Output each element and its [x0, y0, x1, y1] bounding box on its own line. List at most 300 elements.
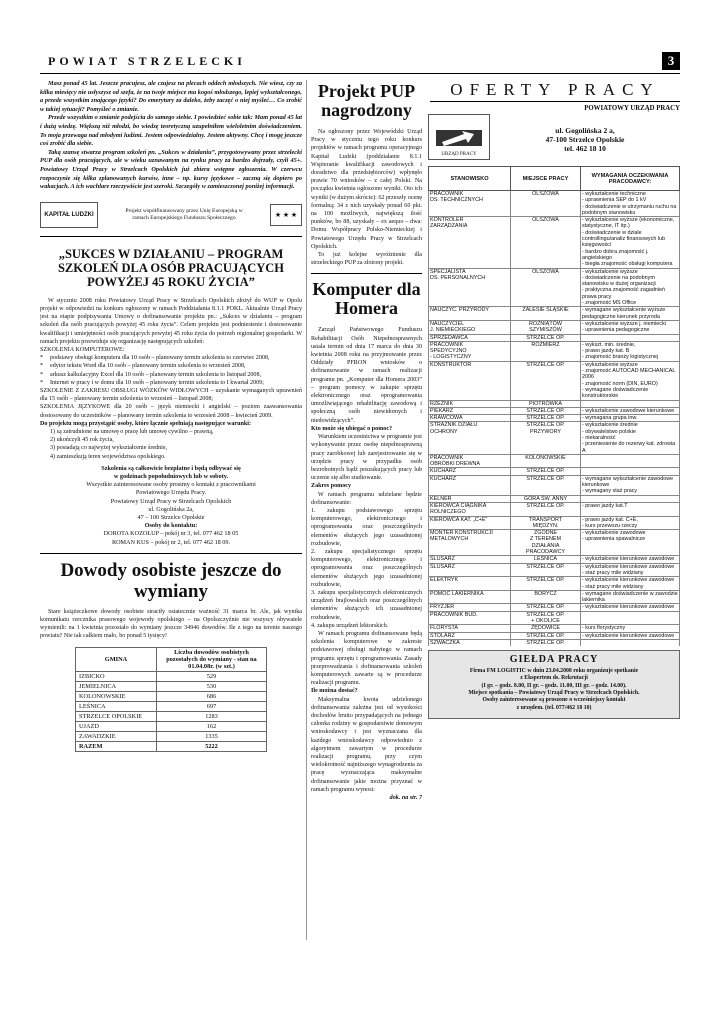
- workplace-cell-line: TRANSPORT: [528, 516, 563, 523]
- position-cell: [429, 611, 511, 625]
- requirements-cell-line: - uprawnienia spawalnicze: [582, 536, 678, 542]
- requirements-cell: [581, 625, 680, 632]
- workplace-cell-line: ROZMIERZ: [531, 341, 560, 348]
- address-line: ul. Gogolińska 2 a,: [555, 126, 615, 135]
- workplace-cell: [511, 495, 581, 502]
- requirements-cell-line: - wykształcenie wyższe: [582, 269, 678, 275]
- office-name: POWIATOWY URZĄD PRACY: [584, 105, 680, 112]
- requirements-cell: [581, 400, 680, 407]
- requirements-cell-line: - wykształcenie zawodowe kierunkowe: [582, 408, 678, 414]
- table-row: [429, 217, 680, 268]
- table-row: [429, 454, 680, 468]
- table-row: [429, 341, 680, 361]
- table-row: [76, 691, 267, 701]
- workplace-cell: [511, 268, 581, 307]
- position-cell-line: PRACOWNIK: [430, 191, 464, 197]
- position-cell: [429, 502, 511, 516]
- count-cell: 162: [157, 721, 267, 731]
- article-headline: Dowody osobiste jeszcze do wymiany: [60, 559, 282, 602]
- position-cell-line: FRYZJER: [430, 604, 455, 611]
- position-cell-line: PRACOWNIK: [430, 341, 464, 348]
- workplace-cell: [511, 415, 581, 422]
- position-cell: [429, 268, 511, 307]
- list-item: 2) ukończyli 45 rok życia,: [50, 437, 114, 444]
- position-cell: [429, 361, 511, 400]
- article-body: [40, 608, 302, 641]
- requirements-cell-line: - wykształcenie kierunkowe zawodowe: [582, 633, 678, 639]
- requirements-cell: [581, 422, 680, 454]
- requirements-cell-line: - wymagane doświadczenie konstruktorskie: [582, 387, 678, 400]
- position-cell-line: J. NIEMIECKIEGO: [430, 327, 476, 334]
- workplace-cell-line: STRZELCE OP.: [526, 422, 565, 429]
- paragraph: SZKOLENIE Z ZAKRESU OBSŁUGI WÓZKÓW WIDŁOWYCH – uzyskanie wymaganych uprawnień dla 15 osób – planowany termin szkolenia to wrzesień – listopad 2008;: [40, 387, 302, 403]
- requirements-cell-line: - wymagane wykształcenie wyższe pedagogiczne kierunek przyroda: [582, 307, 678, 320]
- workplace-cell-line: MIĘDZYN.: [532, 522, 559, 529]
- table-row: [429, 475, 680, 495]
- free-note: Szkolenia są całkowicie bezpłatne i będą odbywać się: [101, 464, 241, 472]
- workplace-cell: [511, 590, 581, 604]
- workplace-cell-line: + OKOLICE: [531, 618, 560, 624]
- workplace-cell-line: STRZELCE OP.: [526, 611, 565, 618]
- requirements-cell-line: - wymagane wykształcenie zawodowe kierunkowe: [582, 476, 678, 489]
- arrow-icon: [434, 124, 484, 152]
- position-cell: [429, 191, 511, 217]
- column-header: MIEJSCE PRACY: [511, 167, 581, 191]
- gmina-cell: ZAWADZKIE: [76, 731, 157, 741]
- subheading: Zakres pomocy: [311, 483, 352, 490]
- requirements-cell-line: - doświadczenie w dziale controllingu/analiz finansowych lub księgowości: [582, 230, 678, 249]
- position-cell: [429, 454, 511, 468]
- requirements-cell: [581, 468, 680, 475]
- position-cell: [429, 468, 511, 475]
- requirements-cell: [581, 604, 680, 611]
- workplace-cell: [511, 361, 581, 400]
- position-cell-line: MONTER KONSTRUKCJI: [430, 530, 493, 537]
- table-row: [429, 639, 680, 646]
- requirements-cell-line: - wykształcenie wyższe j. niemiecki: [582, 321, 678, 327]
- page-header: [40, 52, 680, 74]
- office-info: [428, 114, 680, 162]
- position-cell-line: ŚLUSARZ: [430, 556, 455, 563]
- list-item: 4. zakupu urządzeń lektorskich.: [311, 622, 389, 629]
- workplace-cell-line: STRZELCE OP.: [526, 468, 565, 475]
- table-row: [429, 307, 680, 321]
- contact-line: Powiatowego Urzędu Pracy.: [135, 489, 207, 497]
- position-cell-line: ŚLUSARZ: [430, 563, 455, 570]
- computer-course-list: [40, 354, 302, 387]
- gmina-cell: JEMIELNICA: [76, 681, 157, 691]
- table-row: [429, 530, 680, 556]
- paragraph: Maksymalna kwota udzielonego dofinansowania zależna jest od wysokości dochodów brutto przypadających na jednego członka rodziny w gospodarstwie domowym wnioskodawcy i jest wyznaczana dla każdego wnioskodawcy odpowiednio z algorytmem zawartym w procedurze realizacji programu, przy czym wielokrotność najniższego wynagrodzenia za pracę wyznaczająca maksymalne dofinansowanie jakie można przyznać w ramach programu wynosi:: [311, 696, 422, 793]
- table-row: [429, 334, 680, 341]
- requirements-cell-line: - obywatelstwo polskie: [582, 429, 678, 435]
- position-cell-line: KUCHARZ: [430, 468, 457, 475]
- contact-line: ul. Gogolińska 2a,: [148, 505, 194, 513]
- article-body: [311, 128, 422, 267]
- list-item: 1. zakupu podstawowego sprzętu komputerowego, elektronicznego i oprogramowania oraz poszczególnych elementów służących jego uzasadnionej rozbudowie,: [311, 507, 422, 547]
- requirements-cell: [581, 475, 680, 495]
- subheading: Ile można dostać?: [311, 688, 358, 695]
- article-headline: Komputer dla Homera: [312, 279, 421, 319]
- workplace-cell-line: STRZELCE OP.: [526, 415, 565, 422]
- requirements-cell-line: - staż pracy mile widziany: [582, 570, 678, 576]
- requirements-cell-line: - prawo jazdy kat.T: [582, 503, 678, 509]
- requirements-cell-line: - wykształcenie zawodowe: [582, 530, 678, 536]
- requirements-cell: [581, 361, 680, 400]
- list-item: 2. zakupu specjalistycznego sprzętu komputerowego, elektronicznego i oprogramowania oraz poszczególnych elementów służących jego uzasadnionej rozbudowie,: [311, 548, 422, 588]
- workplace-cell-line: STRZELCE OP.: [526, 639, 565, 646]
- count-cell: 529: [157, 671, 267, 681]
- subheading: Kto może się ubiegać o pomoc?: [311, 425, 393, 432]
- position-cell: [429, 556, 511, 563]
- table-row: [429, 361, 680, 400]
- requirements-cell: [581, 307, 680, 321]
- continued-note: dok. na str. 7: [389, 795, 422, 802]
- position-cell: [429, 407, 511, 414]
- requirements-cell-line: - prawo jazdy kat. C+E,: [582, 517, 678, 523]
- position-cell-line: KIEROWCA CIĄGNIKA: [430, 502, 487, 509]
- job-fair-line: Miejsce spotkania – Powiatowy Urząd Pracy w Strzelcach Opolskich.: [468, 690, 640, 697]
- requirements-cell-line: - wykształcenie kierunkowe zawodowe: [582, 604, 678, 610]
- requirements-cell: [581, 502, 680, 516]
- position-cell: [429, 217, 511, 268]
- column-header: WYMAGANIA OCZEKIWANIA PRACODAWCY:: [581, 167, 680, 191]
- workplace-cell-line: STRZELCE OP.: [526, 361, 565, 368]
- position-cell-line: KRAWCOWA: [430, 415, 463, 422]
- requirements-cell-line: - znajomość branży logistycznej: [582, 354, 678, 360]
- workplace-cell-line: LEŚNICA: [533, 556, 558, 563]
- requirements-cell-line: - kurs przewozu rzeczy: [582, 523, 678, 529]
- position-cell: [429, 639, 511, 646]
- workplace-cell-line: PRZYWORY: [529, 428, 562, 435]
- requirements-cell: [581, 495, 680, 502]
- position-cell-line: DS. TECHNICZNYCH: [430, 197, 483, 204]
- workplace-cell: [511, 604, 581, 611]
- requirements-cell: [581, 563, 680, 577]
- position-cell-line: KONSTRUKTOR: [430, 361, 472, 368]
- requirements-cell-line: - znajomość norm (DIN, EURO): [582, 381, 678, 387]
- workplace-cell: [511, 307, 581, 321]
- paragraph: SZKOLENIA JĘZYKOWE dla 20 osób – język niemiecki i angielski – poziom zaawansowania dostosowany do uczestników – planowany termin szkolenia to wrzesień 2008 – kwiecień 2009.: [40, 404, 302, 419]
- workplace-cell: [511, 191, 581, 217]
- workplace-cell: [511, 516, 581, 530]
- workplace-cell-line: STRZELCE OP.: [526, 502, 565, 509]
- requirements-cell: [581, 611, 680, 625]
- requirements-cell-line: - bardzo dobra znajomość j. angielskiego: [582, 249, 678, 262]
- urzad-pracy-logo: [428, 114, 490, 160]
- table-row: [429, 407, 680, 414]
- gmina-cell: LEŚNICA: [76, 701, 157, 711]
- job-fair-title: GIEŁDA PRACY: [509, 654, 599, 666]
- workplace-cell: [511, 400, 581, 407]
- workplace-cell-line: STRZELCE OP.: [526, 563, 565, 570]
- requirements-cell-line: - uprawnienia SEP do 1 kV: [582, 197, 678, 203]
- workplace-cell-line: STRZELCE OP.: [526, 604, 565, 611]
- position-cell-line: KIEROWCA KAT. „C+E”: [430, 516, 488, 523]
- requirements-cell-line: - wykształcenie wyższe (ekonomiczne, statystyczne, IT itp.): [582, 217, 678, 230]
- table-row: [429, 516, 680, 530]
- job-offers-title: OFERTY PRACY: [430, 80, 680, 102]
- workplace-cell-line: PRACODAWCY: [525, 549, 566, 556]
- requirements-cell: [581, 556, 680, 563]
- position-cell-line: PRACOWNIK: [430, 454, 464, 461]
- requirements-cell-line: - uprawnienia pedagogiczne: [582, 327, 678, 333]
- table-row: [429, 563, 680, 577]
- requirements-cell-line: - wykształcenie średnie: [582, 422, 678, 428]
- requirements-cell: [581, 191, 680, 217]
- workplace-cell: [511, 611, 581, 625]
- position-cell: [429, 415, 511, 422]
- funding-logos: [40, 200, 302, 230]
- position-cell-line: SPRZEDAWCA: [430, 334, 468, 341]
- list-item: * edytor tekstu Word dla 10 osób – planowany termin szkolenia to wrzesień 2008,: [40, 362, 302, 370]
- position-cell: [429, 563, 511, 577]
- address-phone: tel. 462 18 10: [564, 144, 606, 153]
- position-cell-line: SPEDYCYJNO: [430, 348, 467, 355]
- requirements-cell-line: - wykształcenie kierunkowe zawodowe: [582, 577, 678, 583]
- workplace-cell-line: ROZNIĄTÓW: [529, 320, 562, 327]
- position-cell-line: FLORYSTA: [430, 625, 458, 632]
- workplace-cell: [511, 556, 581, 563]
- table-header-row: [76, 647, 267, 671]
- requirements-cell-line: - staż pracy mile widziany: [582, 584, 678, 590]
- column-header: STANOWISKO: [429, 167, 511, 191]
- requirements-cell-line: - wykształcenie wyższe: [582, 362, 678, 368]
- list-item: 3. zakupu specjalistycznych elektronicznych urządzeń brajlowskich oraz poszczególnych elementów służących ich uzasadnionej rozbudowie,: [311, 589, 422, 621]
- position-cell: [429, 632, 511, 639]
- job-fair-line: z Ekspertem ds. Rekrutacji: [520, 675, 588, 682]
- table-row: [429, 502, 680, 516]
- list-item: * Internet w pracy i w domu dla 10 osób – planowany termin szkolenia to I kwartał 2009;: [40, 379, 302, 387]
- requirements-cell-line: - biegła znajomość obsługi komputera: [582, 261, 678, 267]
- right-column: [428, 80, 680, 940]
- list-item: 1) są zatrudnione na umowę o pracę lub umowę cywilno – prawną,: [50, 428, 214, 435]
- middle-column: [306, 80, 422, 940]
- workplace-cell: [511, 407, 581, 414]
- position-cell: [429, 320, 511, 334]
- article-headline: Projekt PUP nagrodzony: [317, 81, 416, 120]
- requirements-cell: [581, 530, 680, 556]
- paragraph: Zarząd Państwowego Funduszu Rehabilitacji Osób Niepełnosprawnych ustala termin od dnia 17 marca do dnia 30 kwietnia 2008 roku na przyjmowanie przez Oddziały PFRON wniosków o dofinansowanie w ramach realizacji programu pn. „Komputer dla Homera 2003” – program pomocy w zakupie sprzętu elektronicznego oraz oprogramowania umożliwiającego rehabilitację zawodową i społeczną osób niewidomych i niedowidzących”.: [311, 327, 422, 424]
- requirements-cell-line: - znajomość MS Office: [582, 300, 678, 306]
- funding-note: Projekt współfinansowany przez Unię Europejską w ramach Europejskiego Funduszu Społecznego: [125, 207, 243, 221]
- position-cell-line: ZARZĄDZANIA: [430, 223, 468, 230]
- article-body: [311, 326, 422, 802]
- position-cell: [429, 516, 511, 530]
- position-cell-line: KUCHARZ: [430, 475, 457, 482]
- job-fair-line: Osoby zainteresowane są proszone o wcześniejszy kontakt: [482, 697, 626, 704]
- workplace-cell-line: ZGODNE: [533, 530, 558, 537]
- job-fair-line: (I gr. – godz. 8.00, II gr. – godz. 11.00, III gr. – godz. 14.00).: [481, 682, 627, 689]
- workplace-cell-line: ZĘDOWICE: [530, 625, 561, 632]
- position-cell-line: POMOC LAKIERNIKA: [430, 590, 484, 597]
- table-row: [76, 681, 267, 691]
- requirements-cell-line: - znajomość AUTOCAD MECHANICAL 2006: [582, 368, 678, 381]
- requirements-cell-line: - wymagany staż pracy: [582, 488, 678, 494]
- contact-person: ROMAN KUS – pokój nr 2, tel. 077 462 18 09.: [111, 538, 231, 546]
- requirements-cell-line: - przeniesienie do rezerwy kat. zdrowia A: [582, 441, 678, 454]
- position-cell-line: NAUCZYC. PRZYRODY: [430, 307, 490, 314]
- table-total-row: [76, 741, 267, 751]
- contact-block: [40, 465, 302, 547]
- workplace-cell-line: STRZELCE OP.: [526, 577, 565, 584]
- total-label: RAZEM: [76, 741, 157, 751]
- gmina-cell: IZBICKO: [76, 671, 157, 681]
- table-row: [76, 671, 267, 681]
- job-fair-box: [428, 650, 680, 719]
- requirements-cell: [581, 516, 680, 530]
- requirements-cell: [581, 217, 680, 268]
- position-cell-line: DS. PERSONALNYCH: [430, 274, 486, 281]
- requirements-cell: [581, 320, 680, 334]
- requirements-cell-line: - praktyczna znajomość zagadnień prawa pracy: [582, 287, 678, 300]
- requirements-cell-line: - wymagana grupa inw.: [582, 415, 678, 421]
- page-number: 3: [662, 52, 680, 70]
- list-item: * podstawy obsługi komputera dla 10 osób – planowany termin szkolenia to czerwiec 2008,: [40, 354, 302, 362]
- position-cell: [429, 475, 511, 495]
- divider: [40, 236, 302, 237]
- workplace-cell: [511, 563, 581, 577]
- left-column: [40, 80, 302, 920]
- table-row: [429, 556, 680, 563]
- position-cell-line: SPECJALISTA: [430, 268, 466, 275]
- requirements-cell-line: - doświadczenie w utrzymaniu ruchu na podobnym stanowisku: [582, 204, 678, 217]
- workplace-cell-line: PIOTRÓWKA: [529, 400, 562, 407]
- paragraph: Na ogłoszony przez Wojewódzki Urząd Pracy w styczniu tego roku konkurs projektów w ramach programu operacyjnego Kapitał Ludzki (poddziałanie 8.1.1 Wspieranie kwalifikacji zawodowych i doradztwo dla przedsiębiorców) wpłynęło prawie 70 wniosków – z całej Polski. Na początku kwietnia ogłoszono wyniki. Oto ich wyniki (w dużym skrócie): 62 przeszły ocenę formalną; 34 z nich uzyskały ponad 60 pkt. na 100 możliwych, największą ilość punktów, bo 88, uzyskały – ex aequo – dwa: Domu Współpracy Polsko-Niemieckiej i Powiatowego Urzędu Pracy w Strzelcach Opolskich.: [311, 129, 422, 250]
- table-row: [429, 191, 680, 217]
- workplace-cell-line: STRZELCE OP.: [526, 475, 565, 482]
- workplace-cell: [511, 341, 581, 361]
- list-item: * arkusz kalkulacyjny Excel dla 10 osób – planowany termin szkolenia to listopad 2008,: [40, 371, 302, 379]
- contact-heading: Osoby do kontaktu:: [144, 522, 198, 530]
- position-cell: [429, 341, 511, 361]
- eu-flag-icon: ★ ★ ★: [270, 204, 302, 226]
- table-row: [429, 495, 680, 502]
- requirements-cell-line: - niekaralność: [582, 435, 678, 441]
- workplace-cell: [511, 334, 581, 341]
- intro-paragraph: Masz ponad 45 lat. Jeszcze pracujesz, ale czujesz na plecach oddech młodszych. Nie wiesz, czy za kilka miesięcy nie usłyszysz od szefa, że na twoje miejsce ma kogoś młodszego, lepiej wykształconego, a przede wszystkim znającego języki? Do emerytury za daleko, żeby zaczęć o niej myśleć… Co zrobić w takiej sytuacji? Pomyśleć o zmianie.: [40, 80, 302, 113]
- requirements-cell-line: - prawo jazdy kat. B: [582, 348, 678, 354]
- count-cell: 697: [157, 701, 267, 711]
- workplace-cell: [511, 475, 581, 495]
- table-row: [429, 268, 680, 307]
- position-cell: [429, 530, 511, 556]
- conditions-list: [40, 428, 302, 461]
- requirements-cell: [581, 334, 680, 341]
- workplace-cell-line: OLSZOWA: [532, 268, 559, 275]
- workplace-cell: [511, 217, 581, 268]
- position-cell-line: OCHRONY: [430, 428, 458, 435]
- table-row: [429, 611, 680, 625]
- id-cards-table: [75, 647, 267, 752]
- gmina-cell: UJAZD: [76, 721, 157, 731]
- workplace-cell-line: BORYCZ: [534, 590, 557, 597]
- position-cell: [429, 577, 511, 591]
- logo-caption: URZĄD PRACY: [441, 152, 477, 157]
- column-header: GMINA: [76, 647, 157, 671]
- workplace-cell-line: OLSZOWA: [532, 217, 559, 224]
- position-cell: [429, 625, 511, 632]
- count-cell: 1335: [157, 731, 267, 741]
- workplace-cell: [511, 502, 581, 516]
- intro-paragraph: Przede wszystkim o zmianie podejścia do samego siebie. I powiedzieć sobie tak: Mam ponad 45 lat i dużą wiedzę. Większą niż młodzi, bo wiedzę teoretyczną uzupełniłem wieloletnim doświadczeniem. To moja przewaga nad młodymi ludźmi. Jestem odpowiedzialny. Jestem aktywny. Chcę i mogę jeszcze coś zrobić dla siebie.: [40, 114, 302, 148]
- job-fair-text: [433, 668, 675, 712]
- requirements-cell: [581, 639, 680, 646]
- workplace-cell-line: Z TERENEM: [529, 536, 562, 543]
- position-cell-line: STOLARZ: [430, 632, 455, 639]
- article-headline: „SUKCES W DZIAŁANIU – PROGRAM SZKOLEŃ DLA OSÓB PRACUJĄCYCH POWYŻEJ 45 ROKU ŻYCIA”: [57, 246, 285, 289]
- requirements-cell: [581, 590, 680, 604]
- job-offers-table: [428, 166, 680, 646]
- workplace-cell: [511, 468, 581, 475]
- requirements-cell-line: - kurs florystyczny: [582, 625, 678, 631]
- workplace-cell-line: SZYMISZÓW: [529, 327, 562, 334]
- requirements-cell: [581, 268, 680, 307]
- position-cell-line: PRACOWNIK BUD.: [430, 611, 478, 618]
- paragraph: W ramach programu dofinansowane będą szkolenia komputerowe w zakresie podstawowej obsługi nabytego w ramach programu sprzętu i oprogramowania. Zasady przeprowadzania i dofinansowania szkoleń komputerowych zawarte są w procedurze realizacji programu.: [311, 630, 422, 687]
- conditions-heading: Do projektu mogą przystąpić osoby, które łącznie spełniają następujące warunki:: [40, 420, 252, 427]
- table-row: [76, 711, 267, 721]
- article-body: [40, 297, 302, 461]
- position-cell-line: SZWACZKA: [430, 639, 460, 646]
- workplace-cell: [511, 625, 581, 632]
- requirements-cell: [581, 632, 680, 639]
- contact-person: DOROTA KOZOŁUP – pokój nr 3, tel. 077 462 18 05: [103, 530, 239, 538]
- column-header: Liczba dowodów osobistych pozostałych do wymiany - stan na 01.04.08r. (w szt.): [157, 647, 267, 671]
- requirements-cell-line: - wykształcenie kierunkowe zawodowe: [582, 564, 678, 570]
- table-row: [429, 320, 680, 334]
- kapital-ludzki-logo: KAPITAŁ LUDZKI: [40, 202, 98, 228]
- position-cell-line: KELNER: [430, 495, 452, 502]
- count-cell: 530: [157, 681, 267, 691]
- position-cell: [429, 400, 511, 407]
- position-cell: [429, 334, 511, 341]
- requirements-cell-line: - wykszt. min. średnie,: [582, 342, 678, 348]
- workplace-cell: [511, 320, 581, 334]
- workplace-cell-line: KOLONOWSKIE: [525, 454, 566, 461]
- position-cell-line: METALOWYCH: [430, 536, 469, 543]
- position-cell: [429, 307, 511, 321]
- position-cell-line: ELEKTRYK: [430, 577, 459, 584]
- free-note: w godzinach popołudniowych lub w soboty.: [113, 472, 229, 480]
- position-cell: [429, 422, 511, 454]
- table-row: [76, 701, 267, 711]
- table-row: [429, 468, 680, 475]
- divider: [40, 553, 302, 554]
- table-row: [429, 590, 680, 604]
- position-cell-line: PIEKARZ: [430, 407, 454, 414]
- workplace-cell: [511, 454, 581, 468]
- table-row: [76, 721, 267, 731]
- contact-line: Powiatowy Urząd Pracy w Strzelcach Opolskich: [110, 497, 232, 505]
- table-row: [429, 400, 680, 407]
- workplace-cell: [511, 632, 581, 639]
- count-cell: 686: [157, 691, 267, 701]
- position-cell-line: RZEŹNIK: [430, 400, 454, 407]
- workplace-cell: [511, 577, 581, 591]
- paragraph: To już kolejne wyróżnienie dla strzeleckiego PUP za złożony projekt.: [311, 252, 422, 267]
- workplace-cell-line: GÓRA ŚW. ANNY: [523, 495, 568, 502]
- workplace-cell-line: OLSZOWA: [532, 191, 559, 197]
- gmina-cell: STRZELCE OPOLSKIE: [76, 711, 157, 721]
- position-cell: [429, 590, 511, 604]
- table-row: [76, 731, 267, 741]
- requirements-cell-line: - doświadczenie na podobnym stanowisku w dużej organizacji: [582, 275, 678, 288]
- paragraph: W styczniu 2008 roku Powiatowy Urząd Pracy w Strzelcach Opolskich złożył do WUP w Opolu projekt w odpowiedzi na konkurs ogłoszony w ramach Poddziałania 8.1.1 POKL. Aktualnie Urząd Pracy jest na etapie podpisywania Umowy o dofinansowanie projektu pn.: „Sukces w działaniu – program szkoleń dla osób pracujących powyżej 45 roku życia”. Celem projektu jest podniesienie i dostosowanie kwalifikacji i umiejętności osób pracujących powyżej 45 roku życia do potrzeb regionalnej gospodarki. W ramach projektu przewiduje się organizację następujących szkoleń:: [40, 297, 302, 345]
- workplace-cell-line: STRZELCE OP.: [526, 334, 565, 341]
- contact-line: 47 – 100 Strzelce Opolskie: [137, 514, 205, 521]
- position-cell: [429, 495, 511, 502]
